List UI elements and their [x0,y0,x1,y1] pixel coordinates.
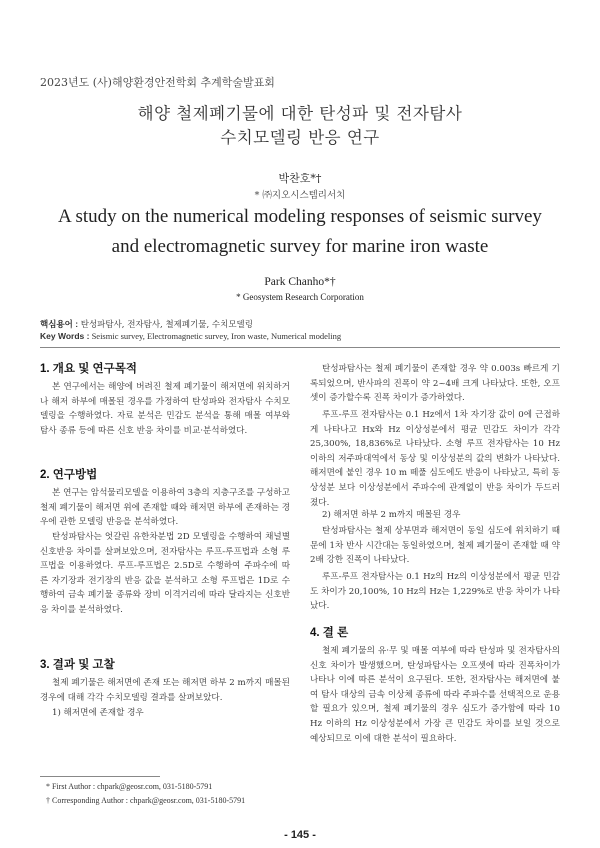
section4-paragraph: 철제 폐기물의 유·무 및 매몰 여부에 따라 탄성파 및 전자탐사의 신호 차이가 발생했으며, 탄성파탐사는 오프셋에 따라 진폭차이가 나타나 이에 따른 분석이 요구된다. 또한, 전자탐사는 해저면에 붙여 탐사 대상의 금속 이상체 종류에 따라 주파수를 선택적으로 운용할 필요가 있으며, 철제 폐기물의 경우 심도가 증가함에 따라 10 Hz 이하의 Hz 이상성분에서 가장 큰 민감도 차이를 보일 것으로 예상되므로 이에 대한 분석이 필요하다. [310,646,560,744]
section3-paragraph5: 루프-루프 전자탐사는 0.1 Hz의 Hz의 이상성분에서 평균 민감도 차이가 20,100%, 10 Hz의 Hz는 1,229%로 반응 차이가 나타났다. [310,572,560,612]
section3-paragraph3: 루프-루프 전자탐사는 0.1 Hz에서 1차 자기장 값이 0에 근접하게 나타나고 Hx와 Hz 이상성분에서 평균 민감도 차이가 각각 25,300%, 18,836%로 나타났다. 소형 루프 전자탐사는 10 Hz 이하의 저주파대역에서 동상 및 이상성분의 값의 변화가 나타났다. 해저면에 붙인 경우 10 m 떼풀 심도에도 반응이 나타났고, 특히 동상성분 보다 이상성분에서 주파수에 관계없이 반응 차이가 두드러졌다. [310,410,560,508]
keywords-korean [40,318,253,330]
footnote-first-author: * First Author : chpark@geosr.com, 031-5180-5791 [46,782,213,791]
page-number: - 145 - [284,829,316,841]
korean-author: 박찬호*† [278,172,322,185]
keywords-english [40,331,341,341]
korean-title-line2: 수치모델링 반응 연구 [220,128,380,147]
english-affiliation: * Geosystem Research Corporation [236,292,364,302]
section2-paragraph2: 탄성파탐사는 엇갈린 유한차분법 2D 모델링을 수행하여 채널별 신호반응 차이를 살펴보았으며, 전자탐사는 루프-루프법과 소형 루프법을 이용하였다. 루프-루프법은 2.5D로 수행하여 주파수에 따른 자기장과 전기장의 반응 값을 분석하고 소형 루프법은 1D로 수행하여 금속 폐기물 종류와 장비 이격거리에 따라 달라지는 신호반응 차이를 분석하였다. [40,532,290,615]
footnote-corresponding-author: † Corresponding Author : chpark@geosr.com, 031-5180-5791 [46,796,246,805]
english-title-line2: and electromagnetic survey for marine iron waste [111,236,489,257]
conference-header: 2023년도 (사)해양환경안전학회 추계학술발표회 [40,76,275,89]
section4-heading: 4. 결 론 [310,627,349,639]
section3-heading: 3. 결과 및 고찰 [40,659,115,671]
section3-paragraph2: 탄성파탐사는 철제 폐기물이 존재할 경우 약 0.003s 빠르게 기록되었으며, 반사파의 진폭이 약 2~4배 크게 나타났다. 또한, 오프셋이 증가할수록 진폭 차이가 증가하였다. [310,364,560,404]
section3-subheading2: 2) 해저면 하부 2 m까지 매몰된 경우 [322,510,461,520]
header-divider [40,347,560,348]
keywords-korean-label: 핵심용어 : [40,319,79,329]
section3-subheading1: 1) 해저면에 존재할 경우 [52,708,144,718]
keywords-korean-text: 탄성파탐사, 전자탐사, 철제폐기물, 수치모델링 [80,320,253,330]
section2-heading: 2. 연구방법 [40,469,98,481]
section1-heading: 1. 개요 및 연구목적 [40,363,137,375]
english-title-line1: A study on the numerical modeling responses of seismic survey [58,206,542,227]
keywords-english-text: Seismic survey, Electromagnetic survey, Iron waste, Numerical modeling [91,331,342,341]
korean-affiliation: * ㈜지오시스템리서치 [254,190,346,201]
section3-paragraph1: 철제 폐기물은 해저면에 존재 또는 해저면 하부 2 m까지 매몰된 경우에 대해 각각 수치모델링 결과를 살펴보았다. [40,678,290,703]
section3-paragraph4: 탄성파탐사는 철제 상부면과 해저면이 동일 심도에 위치하기 때문에 1차 반사 시간대는 동일하였으며, 철제 폐기물이 존재할 때 약 2배 강한 진폭이 나타났다. [310,526,560,566]
section1-paragraph: 본 연구에서는 해양에 버려진 철제 폐기물이 해저면에 위치하거나 해저 하부에 매몰된 경우를 가정하여 탄성파와 전자탐사 수치모델링을 수행하였다. 자료 분석은 민감도 분석을 통해 매몰 여부와 탐사 종류 등에 따른 신호 반응 차이를 비교·분석하였다. [40,382,290,436]
english-author: Park Chanho*† [264,276,336,288]
korean-title-line1: 해양 철제폐기물에 대한 탄성파 및 전자탐사 [137,104,463,123]
footnote-divider [40,776,160,777]
section2-paragraph1: 본 연구는 암석물리모델을 이용하여 3층의 지층구조를 구성하고 철제 폐기물이 해저면 위에 존재할 때와 해저면 하부에 존재하는 경우에 관한 모델링 반응을 분석하였다. [40,488,290,528]
keywords-english-label: Key Words : [40,331,90,341]
